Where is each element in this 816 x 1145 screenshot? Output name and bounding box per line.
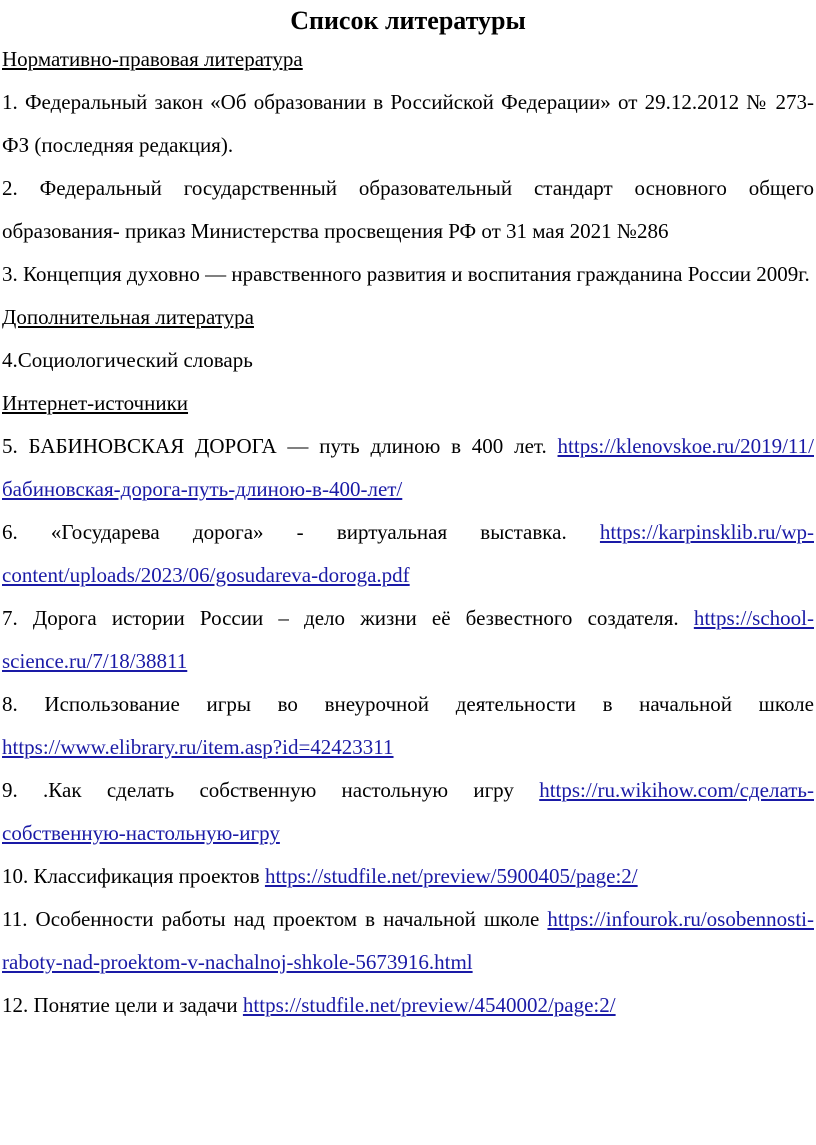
reference-link-8[interactable]: https://www.elibrary.ru/item.asp?id=42423311 bbox=[2, 735, 394, 759]
reference-link-11[interactable]: https://infourok.ru/osobennosti-raboty-nad-proektom-v-nachalnoj-shkole-5673916.html bbox=[2, 907, 814, 974]
reference-text: 10. Классификация проектов bbox=[2, 864, 265, 888]
reference-text: 1. Федеральный закон «Об образовании в Российской Федерации» от 29.12.2012 № 273-ФЗ (последняя редакция). bbox=[2, 90, 814, 157]
reference-entry-7 bbox=[2, 597, 814, 683]
reference-entry-10 bbox=[2, 855, 814, 898]
reference-text: 4.Социологический словарь bbox=[2, 348, 253, 372]
reference-entry-11 bbox=[2, 898, 814, 984]
reference-link-10[interactable]: https://studfile.net/preview/5900405/page:2/ bbox=[264, 864, 638, 888]
reference-entry-6 bbox=[2, 511, 814, 597]
section-heading-internet: Интернет-источники bbox=[2, 391, 189, 415]
reference-link-6[interactable]: https://karpinsklib.ru/wp-content/uploads/2023/06/gosudareva-doroga.pdf bbox=[2, 520, 814, 587]
reference-entry-4 bbox=[2, 339, 814, 382]
reference-entry-3 bbox=[2, 253, 814, 296]
reference-entry-1 bbox=[2, 81, 814, 167]
reference-entry-5 bbox=[2, 425, 814, 511]
reference-link-9[interactable]: https://ru.wikihow.com/сделать-собственную-настольную-игру bbox=[2, 778, 814, 845]
reference-text: 2. Федеральный государственный образовательный стандарт основного общего образования- приказ Министерства просвещения РФ от 31 мая 2021 №286 bbox=[2, 176, 814, 243]
reference-entry-8 bbox=[2, 683, 814, 769]
reference-text: 6. «Государева дорога» - виртуальная выставка. bbox=[2, 520, 600, 544]
reference-text: 8. Использование игры во внеурочной деятельности в начальной школе bbox=[2, 692, 814, 716]
reference-link-5[interactable]: https://klenovskoe.ru/2019/11/бабиновская-дорога-путь-длиною-в-400-лет/ bbox=[2, 434, 814, 501]
reference-link-7[interactable]: https://school-science.ru/7/18/38811 bbox=[2, 606, 814, 673]
section-heading-additional: Дополнительная литература bbox=[2, 305, 254, 329]
section-heading-normative: Нормативно-правовая литература bbox=[2, 47, 303, 71]
reference-entry-9 bbox=[2, 769, 814, 855]
reference-entry-2 bbox=[2, 167, 814, 253]
reference-text: 3. Концепция духовно — нравственного развития и воспитания гражданина России 2009г. bbox=[2, 262, 810, 286]
reference-entry-12 bbox=[2, 984, 814, 1027]
reference-text: 11. Особенности работы над проектом в начальной школе bbox=[2, 907, 548, 931]
reference-text: 7. Дорога истории России – дело жизни её безвестного создателя. bbox=[2, 606, 694, 630]
reference-text: 9. .Как сделать собственную настольную игру bbox=[2, 778, 540, 802]
page-title: Список литературы bbox=[290, 6, 526, 35]
reference-link-12[interactable]: https://studfile.net/preview/4540002/page:2/ bbox=[242, 993, 616, 1017]
reference-text: 5. БАБИНОВСКАЯ ДОРОГА — путь длиною в 400 лет. bbox=[2, 434, 558, 458]
reference-text: 12. Понятие цели и задачи bbox=[2, 993, 243, 1017]
